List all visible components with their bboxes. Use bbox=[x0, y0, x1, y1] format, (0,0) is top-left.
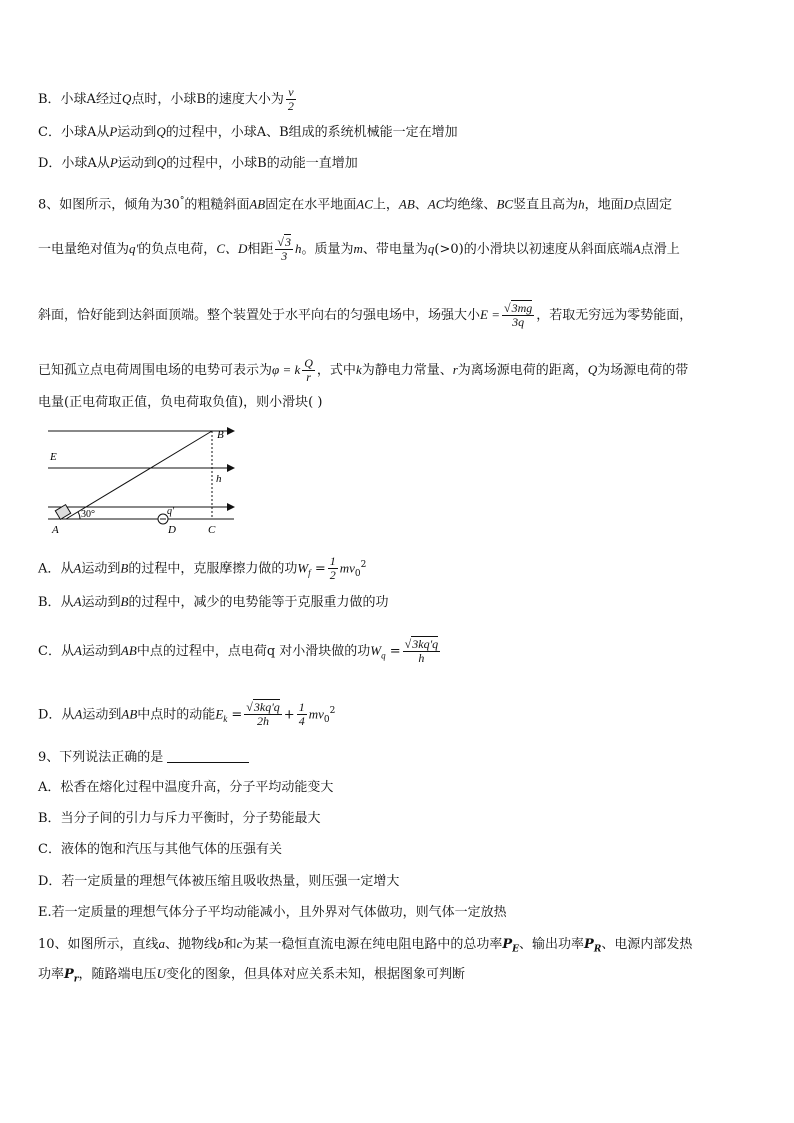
q7-option-d: D．小球A从P运动到Q的过程中，小球B的动能一直增加 bbox=[38, 155, 358, 171]
fraction-q-over-r: $\frac{Q}{r}$ bbox=[304, 356, 313, 384]
fraction-sqrt3-over-3: $\frac{√3}{3}$ bbox=[277, 235, 291, 263]
q8-figure bbox=[44, 418, 244, 540]
q10-stem-line-1: 10、如图所示，直线a、抛物线b和c为某一稳恒直流电源在纯电阻电路中的总功率$P_E$、输出功率$P_R$、电源内部发热 bbox=[38, 936, 693, 955]
fraction-kinetic-1: $\frac{√3kq'q}{2h}$ bbox=[246, 700, 280, 729]
q8-option-d: D．从A运动到AB中点时的动能$E_k$ = $\frac{√3kq'q}{2h}$ + $\frac{1}{4}$ $mv_0^2$ bbox=[38, 700, 336, 729]
label-c: C bbox=[208, 524, 216, 536]
fraction-one-half: $\frac{1}{2}$ bbox=[329, 554, 336, 583]
label-angle: 30° bbox=[81, 509, 95, 520]
label-h: h bbox=[216, 473, 222, 485]
q9-option-b: B．当分子间的引力与斥力平衡时，分子势能最大 bbox=[38, 811, 321, 826]
label-a: A bbox=[52, 524, 59, 536]
q8-option-c: C．从A运动到AB中点的过程中，点电荷q 对小滑块做的功$W_q$ = $\frac{√3kq'q}{h}$ bbox=[38, 637, 439, 665]
answer-blank[interactable] bbox=[167, 762, 249, 763]
fraction-v-over-2: $\frac{v}{2}$ bbox=[287, 85, 294, 113]
q8-stem-line-5: 电量(正电荷取正值，负电荷取负值)，则小滑块( ) bbox=[38, 395, 323, 410]
q8-option-b: B．从A运动到B的过程中，减少的电势能等于克服重力做的功 bbox=[38, 594, 389, 610]
q8-stem-line-3: 斜面，恰好能到达斜面顶端。整个装置处于水平向右的匀强电场中，场强大小E = $\frac{√3mg}{3q}$ ，若取无穷远为零势能面， bbox=[38, 301, 693, 329]
angle-arc bbox=[78, 512, 80, 519]
label-d: D bbox=[168, 524, 176, 536]
q8-stem-line-2: 一电量绝对值为q'的负点电荷，C、D相距 $\frac{√3}{3}$ h。质量为m、带电量为q(>0)的小滑块以初速度从斜面底端A点滑上 bbox=[38, 235, 680, 263]
q7-option-c: C．小球A从P运动到Q的过程中，小球A、B组成的系统机械能一定在增加 bbox=[38, 124, 458, 140]
q8-stem-line-4: 已知孤立点电荷周围电场的电势可表示为φ = k $\frac{Q}{r}$ ，式中k为静电力常量、r为离场源电荷的距离，Q为场源电荷的带 bbox=[38, 356, 689, 384]
q8-option-a: A．从A运动到B的过程中，克服摩擦力做的功$W_f$ = $\frac{1}{2}$ $mv_0^2$ bbox=[38, 554, 367, 583]
fraction-one-quarter: $\frac{1}{4}$ bbox=[298, 700, 305, 729]
q9-option-e: E.若一定质量的理想气体分子平均动能减小，且外界对气体做功，则气体一定放热 bbox=[38, 905, 507, 920]
q9-option-c: C．液体的饱和汽压与其他气体的压强有关 bbox=[38, 842, 282, 857]
q10-stem-line-2: 功率$P_r$，随路端电压U变化的图象，但具体对应关系未知，根据图象可判断 bbox=[38, 966, 465, 985]
label-q-prime: q' bbox=[167, 506, 175, 517]
q9-option-d: D．若一定质量的理想气体被压缩且吸收热量，则压强一定增大 bbox=[38, 874, 400, 889]
label-e: E bbox=[50, 451, 57, 463]
label-b: B bbox=[217, 429, 224, 441]
q9-option-a: A．松香在熔化过程中温度升高，分子平均动能变大 bbox=[38, 780, 334, 795]
q8-stem-line-1: 8、如图所示，倾角为30°的粗糙斜面AB固定在水平地面AC上，AB、AC均绝缘、BC竖直且高为h，地面D点固定 bbox=[38, 196, 672, 213]
fraction-field-strength: $\frac{√3mg}{3q}$ bbox=[503, 301, 533, 329]
fraction-work-q: $\frac{√3kq'q}{h}$ bbox=[404, 637, 439, 665]
q7-option-b: B．小球A经过Q点时，小球B的速度大小为 $\frac{v}{2}$ bbox=[38, 85, 294, 113]
incline-ab bbox=[66, 431, 212, 519]
q9-title: 9、下列说法正确的是 bbox=[38, 748, 249, 768]
